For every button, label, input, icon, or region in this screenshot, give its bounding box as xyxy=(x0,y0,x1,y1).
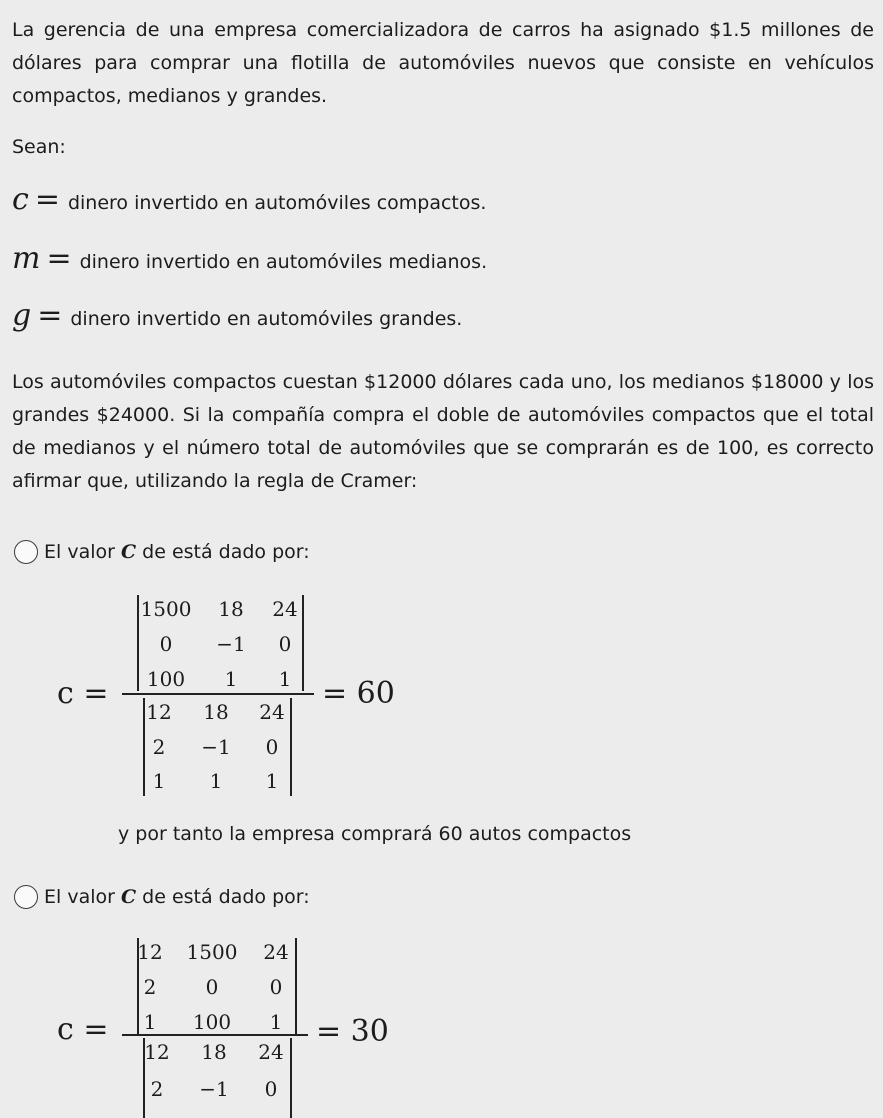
var-m-equals: = xyxy=(46,241,72,276)
option-1-conclusion: y por tanto la empresa comprará 60 autos compactos xyxy=(118,823,632,845)
option-1-label-post: de está dado por: xyxy=(142,541,310,563)
var-g-definition xyxy=(12,298,462,333)
option-1-num-cell: 1 xyxy=(224,667,238,691)
var-m-definition xyxy=(12,241,487,276)
option-1-num-cell: 24 xyxy=(272,597,298,621)
option-1-den-cell: 1 xyxy=(265,769,279,793)
option-2-num-cell: 24 xyxy=(263,940,289,964)
var-m-symbol: m xyxy=(12,241,41,276)
option-2-num-cell: 2 xyxy=(143,975,157,999)
option-2-num-cell: 1 xyxy=(269,1010,283,1034)
option-2-den-cell: −1 xyxy=(199,1077,229,1101)
option-1-num-cell: 0 xyxy=(159,632,173,656)
var-c-equals: = xyxy=(34,182,60,217)
option-1-den-cell: 1 xyxy=(152,769,166,793)
option-1-den-cell: 0 xyxy=(265,735,279,759)
option-1-radio[interactable] xyxy=(14,540,38,564)
option-2-den-cell: 24 xyxy=(258,1040,284,1064)
var-c-symbol: c xyxy=(12,182,29,217)
option-1-num-cell: 0 xyxy=(278,632,292,656)
option-2-result: = 30 xyxy=(316,1014,389,1049)
problem-text: Los automóviles compactos cuestan $12000 dólares cada uno, los medianos $18000 y los grandes $24000. Si la compañía compra el doble de automóviles compactos que el total de medianos y el número total de automóviles que se comprarán es de 100, es correcto afirmar que, utilizando la regla de Cramer: xyxy=(12,371,874,492)
option-1-label-var: C xyxy=(120,541,137,563)
option-2-lhs: c = xyxy=(57,1012,109,1047)
option-2-label-var: C xyxy=(120,886,137,908)
option-1-num-cell: −1 xyxy=(216,632,246,656)
option-2-fraction-bar xyxy=(122,1034,308,1036)
option-2-num-cell: 0 xyxy=(269,975,283,999)
intro-text: La gerencia de una empresa comercializadora de carros ha asignado $1.5 millones de dólares para comprar una flotilla de automóviles nuevos que consiste en vehículos compactos, medianos y grandes. xyxy=(12,19,874,107)
option-2-num-cell: 1 xyxy=(143,1010,157,1034)
option-1-label-pre: El valor xyxy=(44,541,115,563)
var-g-equals: = xyxy=(37,298,63,333)
option-1-fraction-bar xyxy=(122,693,314,695)
option-1-den-cell: 12 xyxy=(146,700,172,724)
option-1-den-cell: 1 xyxy=(209,769,223,793)
option-2-radio[interactable] xyxy=(14,885,38,909)
option-2-num-cell: 100 xyxy=(192,1010,232,1034)
option-1-lhs: c = xyxy=(57,676,109,711)
var-g-description: dinero invertido en automóviles grandes. xyxy=(70,308,463,330)
option-1[interactable] xyxy=(14,540,310,564)
option-2-num-cell: 0 xyxy=(205,975,219,999)
sean-label: Sean: xyxy=(12,136,66,158)
option-2-den-cell: 0 xyxy=(264,1077,278,1101)
option-1-den-cell: 2 xyxy=(152,735,166,759)
option-2-den-cell: 2 xyxy=(150,1077,164,1101)
option-1-num-cell: 1500 xyxy=(140,597,192,621)
var-g-symbol: g xyxy=(12,298,32,333)
option-2[interactable] xyxy=(14,885,310,909)
option-1-den-cell: 18 xyxy=(203,700,229,724)
var-m-description: dinero invertido en automóviles medianos. xyxy=(79,251,488,273)
option-1-den-cell: 24 xyxy=(259,700,285,724)
option-1-den-cell: −1 xyxy=(201,735,231,759)
var-c-description: dinero invertido en automóviles compactos. xyxy=(67,192,487,214)
option-2-num-cell: 12 xyxy=(137,940,163,964)
option-1-num-cell: 1 xyxy=(278,667,292,691)
option-1-num-cell: 100 xyxy=(146,667,186,691)
option-2-label-pre: El valor xyxy=(44,886,115,908)
option-1-num-cell: 18 xyxy=(218,597,244,621)
option-2-den-cell: 18 xyxy=(201,1040,227,1064)
option-2-num-cell: 1500 xyxy=(186,940,238,964)
option-2-den-cell: 12 xyxy=(144,1040,170,1064)
option-1-result: = 60 xyxy=(322,676,395,711)
var-c-definition xyxy=(12,182,486,217)
option-2-label-post: de está dado por: xyxy=(142,886,310,908)
